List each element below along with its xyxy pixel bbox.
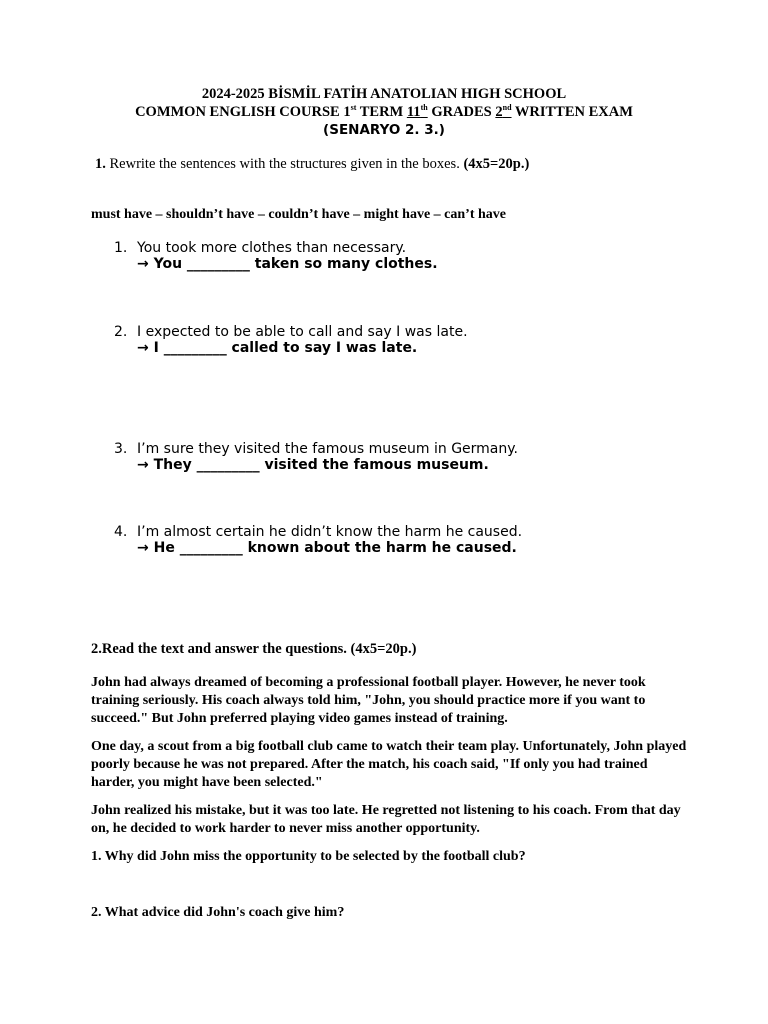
comprehension-question-2: 2. What advice did John's coach give him?: [91, 905, 345, 920]
exam-title-line1: 2024-2025 BİSMİL FATİH ANATOLIAN HIGH SCHOOL: [201, 86, 567, 102]
exam-scenario: (SENARYO 2. 3.): [323, 122, 445, 138]
reading-paragraph-3: John realized his mistake, but it was too late. He regretted not listening to his coach. From that day on, he decided to work harder to never miss another opportunity.: [91, 803, 681, 836]
reading-paragraph-1: John had always dreamed of becoming a professional football player. However, he never took training seriously. His coach always told him, "John, you should practice more if you want to succeed." But John preferred playing video games instead of training.: [91, 675, 646, 726]
exam-title-line2: COMMON ENGLISH COURSE 1st TERM 11th GRADES 2nd WRITTEN EXAM: [135, 103, 633, 120]
comprehension-question-1: 1. Why did John miss the opportunity to be selected by the football club?: [91, 849, 526, 864]
modal-options-box: must have – shouldn’t have – couldn’t have – might have – can’t have: [91, 207, 506, 222]
question1-instruction: 1. Rewrite the sentences with the structures given in the boxes. (4x5=20p.): [95, 156, 530, 172]
question2-heading: 2.Read the text and answer the questions. (4x5=20p.): [91, 641, 417, 657]
reading-paragraph-2: One day, a scout from a big football club came to watch their team play. Unfortunately, John played poorly because he was not prepared. After the match, his coach said, "If only you had trained harder, you might have been selected.": [91, 739, 687, 790]
